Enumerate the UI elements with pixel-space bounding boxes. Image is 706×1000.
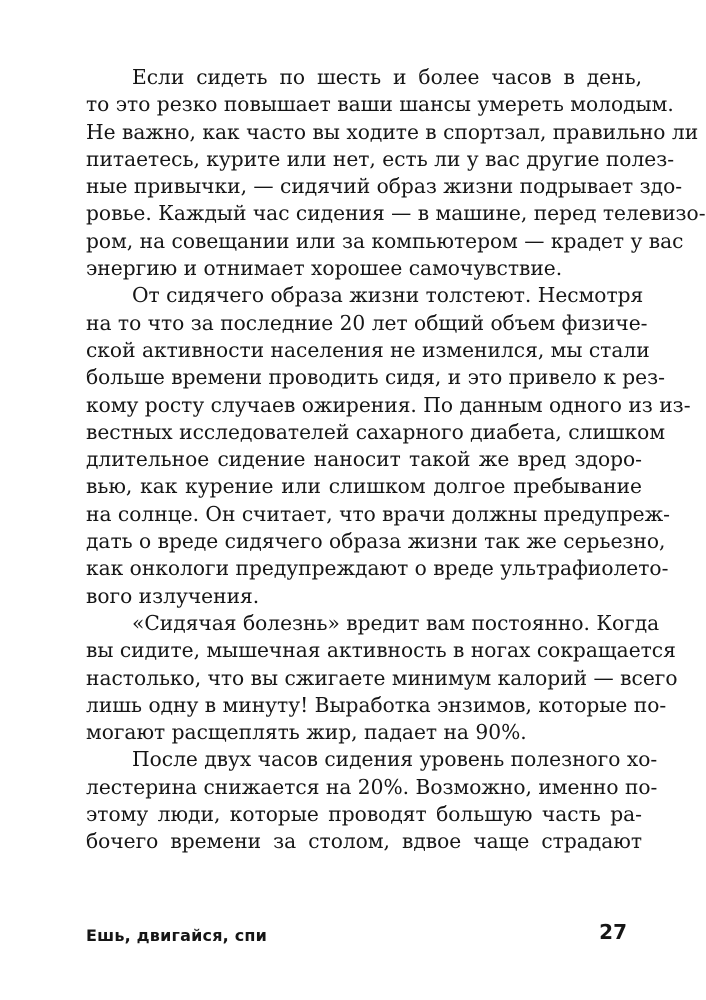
text-line: бочего времени за столом, вдвое чаще страдают: [86, 829, 642, 854]
text-line: могают расщеплять жир, падает на 90%.: [86, 720, 527, 745]
paragraph-1: [86, 64, 706, 282]
text-line: энергию и отнимает хорошее самочувствие.: [86, 256, 563, 281]
paragraph-3: [86, 610, 678, 746]
body-text: [86, 64, 706, 856]
text-line: кому росту случаев ожирения. По данным одного из из-: [86, 392, 691, 417]
text-line: Если сидеть по шесть и более часов в день,: [132, 65, 642, 89]
text-line: вью, как курение или слишком долгое пребывание: [86, 474, 642, 499]
paragraph-2: [86, 282, 691, 610]
page-footer: [86, 918, 627, 948]
text-line: вы сидите, мышечная активность в ногах сокращается: [86, 638, 676, 663]
text-line: то это резко повышает ваши шансы умереть молодым.: [86, 92, 674, 117]
paragraph-4: [86, 746, 658, 855]
text-line: «Сидячая болезнь» вредит вам постоянно. Когда: [132, 610, 660, 635]
text-line: лишь одну в минуту! Выработка энзимов, которые по-: [86, 692, 667, 717]
text-line: От сидячего образа жизни толстеют. Несмотря: [132, 283, 644, 308]
text-line: ской активности населения не изменился, мы стали: [86, 337, 650, 362]
text-line: длительное сидение наносит такой же вред здоро-: [86, 447, 642, 472]
page-number: 27: [599, 920, 627, 944]
text-line: ром, на совещании или за компьютером — крадет у вас: [86, 228, 684, 253]
text-line: дать о вреде сидячего образа жизни так же серьезно,: [86, 529, 666, 554]
text-line: на солнце. Он считает, что врачи должны предупреж-: [86, 501, 670, 526]
text-line: питаетесь, курите или нет, есть ли у вас другие полез-: [86, 146, 675, 171]
text-line: лестерина снижается на 20%. Возможно, именно по-: [86, 774, 658, 799]
text-line: вого излучения.: [86, 583, 260, 608]
text-line: настолько, что вы сжигаете минимум калорий — всего: [86, 665, 678, 690]
text-line: После двух часов сидения уровень полезного хо-: [132, 747, 658, 772]
text-line: больше времени проводить сидя, и это привело к рез-: [86, 365, 665, 390]
text-line: ровье. Каждый час сидения — в машине, перед телевизо-: [86, 201, 706, 226]
running-title: Ешь, двигайся, спи: [86, 926, 268, 945]
text-line: Не важно, как часто вы ходите в спортзал, правильно ли: [86, 119, 699, 144]
text-line: как онкологи предупреждают о вреде ультрафиолето-: [86, 556, 669, 581]
text-line: на то что за последние 20 лет общий объем физиче-: [86, 310, 648, 335]
text-line: ные привычки, — сидячий образ жизни подрывает здо-: [86, 174, 683, 199]
text-line: этому люди, которые проводят большую часть ра-: [86, 802, 642, 827]
text-line: вестных исследователей сахарного диабета, слишком: [86, 419, 666, 444]
